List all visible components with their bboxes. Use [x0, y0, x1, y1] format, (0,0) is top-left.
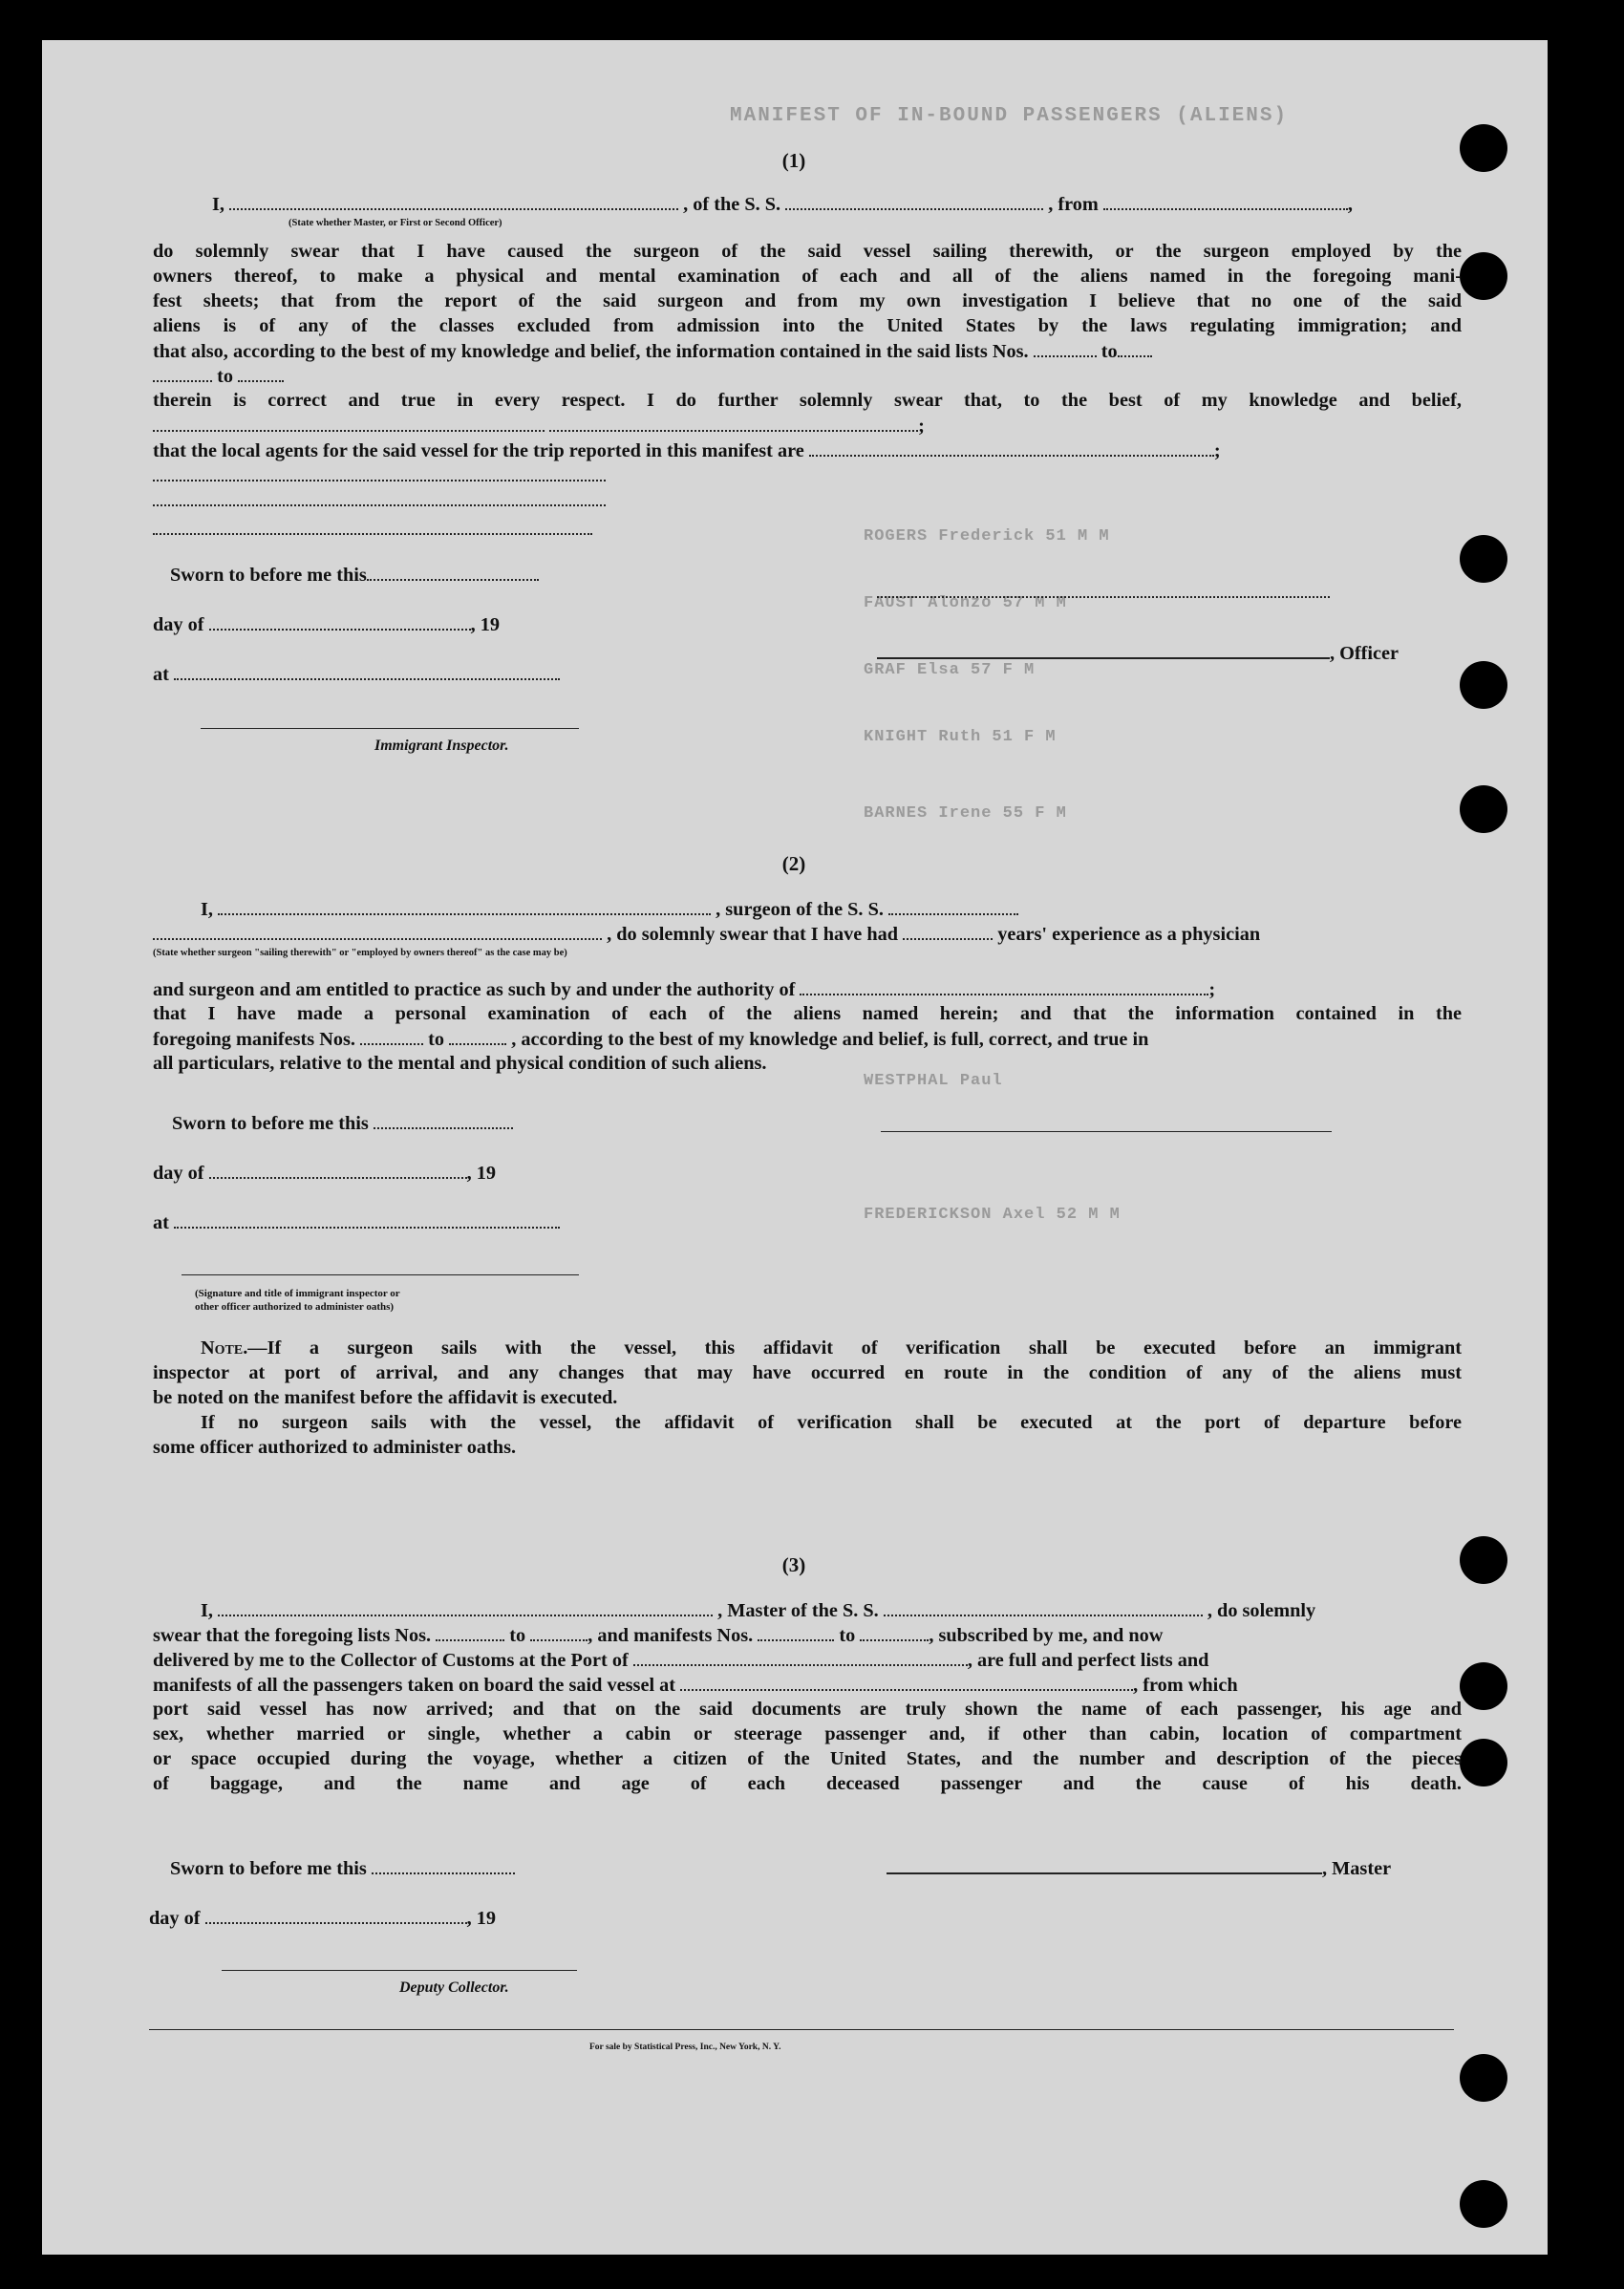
- signature-rule: [222, 1970, 577, 1971]
- body-line: [153, 487, 606, 513]
- ghost-header: MANIFEST OF IN-BOUND PASSENGERS (ALIENS): [730, 105, 1289, 127]
- body-line: sex, whether married or single, whether a cabin or steerage passenger and, if other than cabin, location of compartment: [153, 1723, 1462, 1744]
- signature-caption: Deputy Collector.: [399, 1979, 509, 1996]
- body-line: aliens is of any of the classes excluded from admission into the United States by the laws regulating immigration; and: [153, 315, 1462, 336]
- ghost-line: BARNES Irene 55 F M: [864, 804, 1067, 823]
- oath-line: I, , surgeon of the S. S.: [201, 896, 1018, 922]
- body-line: all particulars, relative to the mental and physical condition of such aliens.: [153, 1053, 767, 1074]
- binder-hole: [1460, 785, 1507, 833]
- field-caption: other officer authorized to administer oaths): [195, 1301, 395, 1313]
- signature-rule: [881, 1131, 1332, 1132]
- body-line: do solemnly swear that I have caused the surgeon of the said vessel sailing therewith, or the surgeon employed by the: [153, 241, 1462, 262]
- body-line: swear that the foregoing lists Nos. to , and manifests Nos. to , subscribed by me, and now: [153, 1622, 1163, 1648]
- printer-imprint: For sale by Statistical Press, Inc., New York, N. Y.: [589, 2043, 781, 2052]
- body-line: that also, according to the best of my knowledge and belief, the information contained in the said lists Nos. to: [153, 338, 1152, 364]
- binder-hole: [1460, 2054, 1507, 2102]
- field-caption: (State whether surgeon "sailing therewith" or "employed by owners thereof" as the case may be): [153, 948, 567, 958]
- body-line: to: [153, 363, 284, 389]
- at-line: at: [153, 661, 560, 687]
- binder-hole: [1460, 2180, 1507, 2228]
- body-line: owners thereof, to make a physical and mental examination of each and all of the aliens named in the foregoing mani-: [153, 266, 1462, 287]
- body-line: foregoing manifests Nos. to , according to the best of my knowledge and belief, is full, correct, and true in: [153, 1026, 1148, 1052]
- binder-hole: [1460, 1662, 1507, 1710]
- binder-hole: [1460, 535, 1507, 583]
- field-caption: (Signature and title of immigrant inspector or: [195, 1288, 400, 1299]
- section-number: (1): [781, 149, 806, 172]
- note-line: some officer authorized to administer oaths.: [153, 1437, 517, 1458]
- ghost-line: FREDERICKSON Axel 52 M M: [864, 1206, 1121, 1224]
- ghost-line: WESTPHAL Paul: [864, 1072, 1003, 1090]
- footer-rule: [149, 2029, 1454, 2030]
- binder-hole: [1460, 124, 1507, 172]
- sworn-line: Sworn to before me this: [172, 1110, 513, 1136]
- signature-rule: [182, 1274, 579, 1275]
- separator-rule: [153, 533, 592, 535]
- ghost-line: ROGERS Frederick 51 M M: [864, 527, 1110, 546]
- form-page: [42, 40, 1548, 2255]
- day-line: day of , 19: [149, 1905, 496, 1931]
- body-line: that the local agents for the said vessel for the trip reported in this manifest are ;: [153, 438, 1221, 463]
- oath-line: I, , Master of the S. S. , do solemnly: [201, 1597, 1315, 1623]
- body-line: [153, 462, 606, 488]
- note-line: If no surgeon sails with the vessel, the affidavit of verification shall be executed at the port of departure before: [201, 1412, 1462, 1433]
- ghost-line: KNIGHT Ruth 51 F M: [864, 728, 1057, 746]
- day-line: day of , 19: [153, 1160, 496, 1186]
- signature-rule: [201, 728, 579, 729]
- body-line: or space occupied during the voyage, whether a citizen of the United States, and the number and description of the pieces: [153, 1748, 1462, 1769]
- day-line: day of , 19: [153, 611, 500, 637]
- officer-line: , Officer: [877, 640, 1399, 666]
- field-caption: (State whether Master, or First or Second Officer): [288, 218, 502, 228]
- ghost-line: GRAF Elsa 57 F M: [864, 661, 1036, 679]
- body-line: delivered by me to the Collector of Customs at the Port of , are full and perfect lists and: [153, 1647, 1208, 1673]
- at-line: at: [153, 1209, 560, 1235]
- binder-hole: [1460, 1739, 1507, 1786]
- signature-rule: [877, 596, 1330, 598]
- ghost-line: FAUST Alonzo 57 M M: [864, 594, 1067, 612]
- body-line: and surgeon and am entitled to practice as such by and under the authority of ;: [153, 976, 1215, 1002]
- section-number: (3): [781, 1553, 806, 1576]
- sworn-line: Sworn to before me this: [170, 562, 539, 588]
- body-line: of baggage, and the name and age of each deceased passenger and the cause of his death.: [153, 1773, 1462, 1794]
- body-line: port said vessel has now arrived; and that on the said documents are truly shown the name of each passenger, his age and: [153, 1699, 1462, 1720]
- body-line: that I have made a personal examination of each of the aliens named herein; and that the information contained in the: [153, 1003, 1462, 1024]
- binder-hole: [1460, 661, 1507, 709]
- body-line: manifests of all the passengers taken on board the said vessel at , from which: [153, 1672, 1238, 1698]
- note-line: Note.—If a surgeon sails with the vessel, this affidavit of verification shall be executed before an immigrant: [201, 1337, 1462, 1358]
- section-number: (2): [781, 852, 806, 875]
- body-line: ;: [153, 413, 925, 439]
- oath-line: I, , of the S. S. , from ,: [212, 191, 1353, 217]
- binder-hole: [1460, 252, 1507, 300]
- signature-caption: Immigrant Inspector.: [374, 738, 509, 754]
- oath-line: , do solemnly swear that I have had years' experience as a physician: [153, 921, 1260, 947]
- binder-hole: [1460, 1536, 1507, 1584]
- sworn-line: Sworn to before me this: [170, 1855, 515, 1881]
- note-line: be noted on the manifest before the affidavit is executed.: [153, 1387, 618, 1408]
- note-line: inspector at port of arrival, and any changes that may have occurred en route in the condition of any of the aliens must: [153, 1362, 1462, 1383]
- body-line: therein is correct and true in every respect. I do further solemnly swear that, to the best of my knowledge and belief,: [153, 390, 1462, 411]
- master-sign-line: , Master: [887, 1855, 1391, 1881]
- body-line: fest sheets; that from the report of the said surgeon and from my own investigation I believe that no one of the said: [153, 290, 1462, 311]
